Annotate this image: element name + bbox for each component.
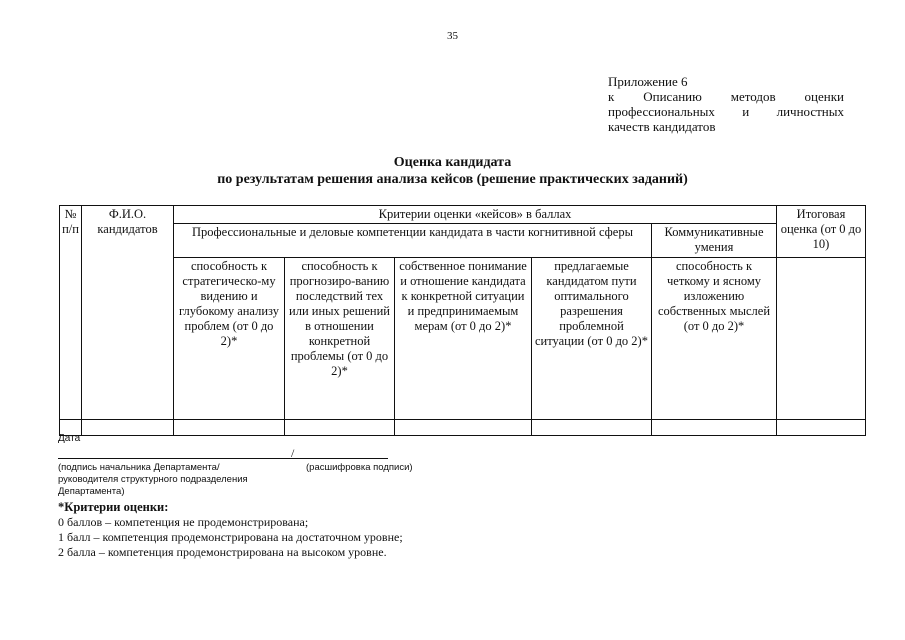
appendix-word: методов — [730, 89, 776, 104]
table-cell — [395, 420, 532, 436]
header-professional: Профессиональные и деловые компетенции кандидата в части когнитивной сферы — [174, 224, 652, 258]
appendix-line-2 — [608, 89, 844, 104]
table-row — [60, 420, 866, 436]
criterion-strategic-vision: способность к стратегическо-му видению и глубокому анализу проблем (от 0 до 2)* — [174, 258, 285, 420]
criteria-legend-item: 1 балл – компетенция продемонстрирована на достаточном уровне; — [58, 530, 403, 544]
date-label: Дата — [58, 433, 81, 444]
criteria-legend-item: 2 балла – компетенция продемонстрирована на высоком уровне. — [58, 545, 387, 559]
appendix-word: Описанию — [643, 89, 702, 104]
table-cell — [285, 420, 395, 436]
total-cell — [777, 258, 866, 420]
document-title-line-1: Оценка кандидата — [393, 155, 512, 170]
table-cell — [777, 420, 866, 436]
table-cell — [532, 420, 652, 436]
appendix-title: Приложение 6 — [608, 74, 688, 89]
header-total: Итоговая оценка (от 0 до 10) — [777, 206, 866, 258]
signature-line — [58, 458, 388, 459]
criteria-legend-item: 0 баллов – компетенция не продемонстрирована; — [58, 515, 309, 529]
criterion-forecasting: способность к прогнозиро-ванию последствий тех или иных решений в отношении конкретной проблемы (от 0 до 2)* — [285, 258, 395, 420]
header-number: № п/п — [60, 206, 82, 420]
signature-slash: / — [291, 446, 295, 460]
criteria-legend-list — [58, 515, 403, 560]
appendix-block — [608, 74, 844, 134]
table-cell — [652, 420, 777, 436]
appendix-line-4: качеств кандидатов — [608, 119, 716, 134]
assessment-table — [59, 205, 866, 436]
appendix-word: к — [608, 89, 615, 104]
criterion-solution-paths: предлагаемые кандидатом пути оптимального разрешения проблемной ситуации (от 0 до 2)* — [532, 258, 652, 420]
appendix-word: оценки — [804, 89, 844, 104]
document-title — [0, 154, 905, 188]
appendix-line-3: профессиональных и личностных — [608, 104, 844, 119]
document-title-line-2: по результатам решения анализа кейсов (решение практических заданий) — [217, 172, 688, 187]
page-number: 35 — [447, 30, 458, 42]
table-cell — [174, 420, 285, 436]
header-communicative: Коммуникативные умения — [652, 224, 777, 258]
criteria-legend-title: *Критерии оценки: — [58, 500, 169, 514]
criterion-clear-expression: способность к четкому и ясному изложению собственных мыслей (от 0 до 2)* — [652, 258, 777, 420]
header-criteria: Критерии оценки «кейсов» в баллах — [174, 206, 777, 224]
table-cell — [82, 420, 174, 436]
header-fio: Ф.И.О. кандидатов — [82, 206, 174, 420]
signer-caption: (подпись начальника Департамента/ руководителя структурного подразделения Департамента) — [58, 462, 248, 497]
decode-caption: (расшифровка подписи) — [306, 462, 413, 473]
criterion-own-understanding: собственное понимание и отношение кандидата к конкретной ситуации и предпринимаемым мерам (от 0 до 2)* — [395, 258, 532, 420]
